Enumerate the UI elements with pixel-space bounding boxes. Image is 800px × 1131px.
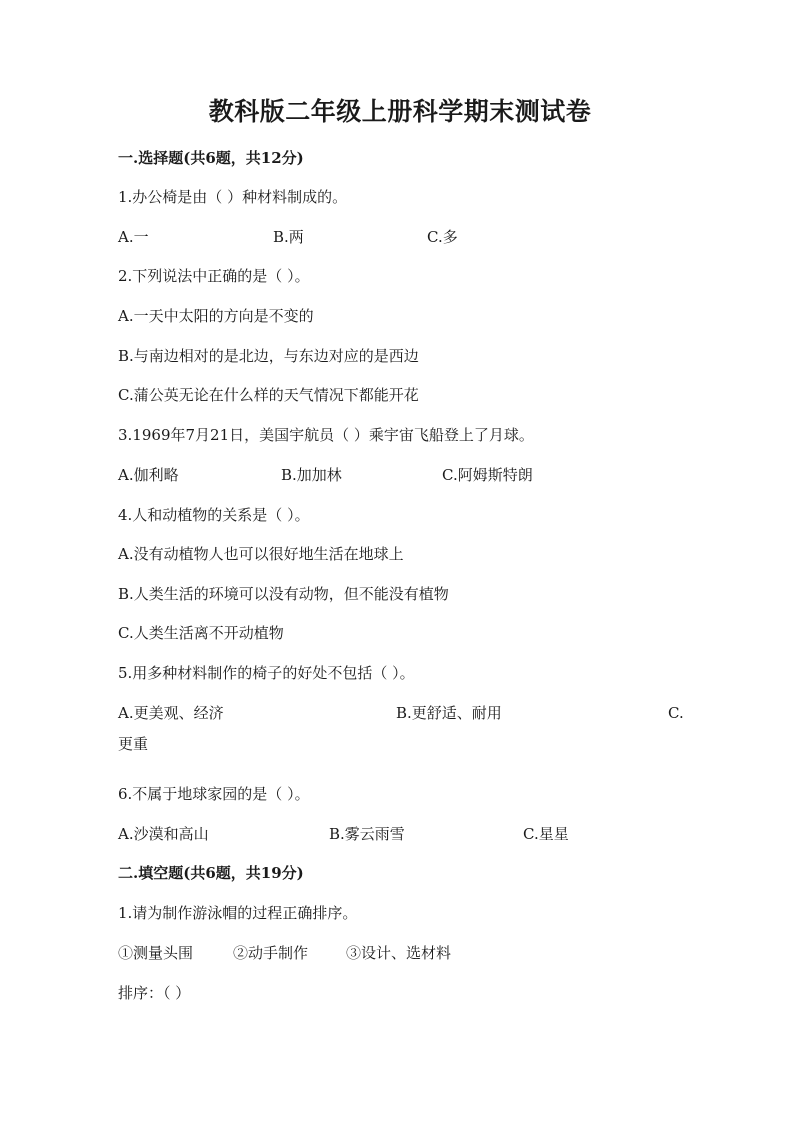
question-5-option-c: C. <box>668 704 684 722</box>
question-2-stem: 2.下列说法中正确的是（ ）。 <box>118 267 310 285</box>
question-6-option-a: A.沙漠和高山 <box>118 825 209 843</box>
fill-question-1-step-3: ③设计、选材料 <box>346 944 452 962</box>
question-5-stem: 5.用多种材料制作的椅子的好处不包括（ ）。 <box>118 664 415 682</box>
fill-question-1-step-1: ①测量头围 <box>118 944 194 962</box>
question-5-option-c-text: 更重 <box>118 735 149 753</box>
question-6-option-b: B.雾云雨雪 <box>329 825 405 843</box>
question-1-option-a: A.一 <box>118 228 149 246</box>
question-4-option-a: A.没有动植物人也可以很好地生活在地球上 <box>118 545 404 563</box>
question-4-option-c: C.人类生活离不开动植物 <box>118 624 284 642</box>
question-3-option-b: B.加加林 <box>281 466 342 484</box>
question-1-option-b: B.两 <box>273 228 304 246</box>
question-5-option-b: B.更舒适、耐用 <box>396 704 502 722</box>
question-3-stem: 3.1969年7月21日，美国宇航员（ ）乘宇宙飞船登上了月球。 <box>118 426 534 444</box>
fill-question-1-answer: 排序：（ ） <box>118 984 191 1002</box>
question-2-option-b: B.与南边相对的是北边，与东边对应的是西边 <box>118 347 419 365</box>
question-4-stem: 4.人和动植物的关系是（ ）。 <box>118 506 310 524</box>
question-4-option-b: B.人类生活的环境可以没有动物，但不能没有植物 <box>118 585 449 603</box>
question-3-option-a: A.伽利略 <box>118 466 179 484</box>
section-heading-choice: 一.选择题(共6题，共12分) <box>118 149 304 167</box>
page-title: 教科版二年级上册科学期末测试卷 <box>208 97 592 126</box>
section-heading-fill: 二.填空题(共6题，共19分) <box>118 864 304 882</box>
question-6-option-c: C.星星 <box>523 825 569 843</box>
question-2-option-a: A.一天中太阳的方向是不变的 <box>118 307 314 325</box>
question-2-option-c: C.蒲公英无论在什么样的天气情况下都能开花 <box>118 386 419 404</box>
question-6-stem: 6.不属于地球家园的是（ ）。 <box>118 785 310 803</box>
question-1-option-c: C.多 <box>427 228 458 246</box>
question-1-stem: 1.办公椅是由（ ）种材料制成的。 <box>118 188 348 206</box>
question-5-option-a: A.更美观、经济 <box>118 704 224 722</box>
fill-question-1-step-2: ②动手制作 <box>233 944 309 962</box>
fill-question-1-stem: 1.请为制作游泳帽的过程正确排序。 <box>118 904 358 922</box>
question-3-option-c: C.阿姆斯特朗 <box>442 466 533 484</box>
